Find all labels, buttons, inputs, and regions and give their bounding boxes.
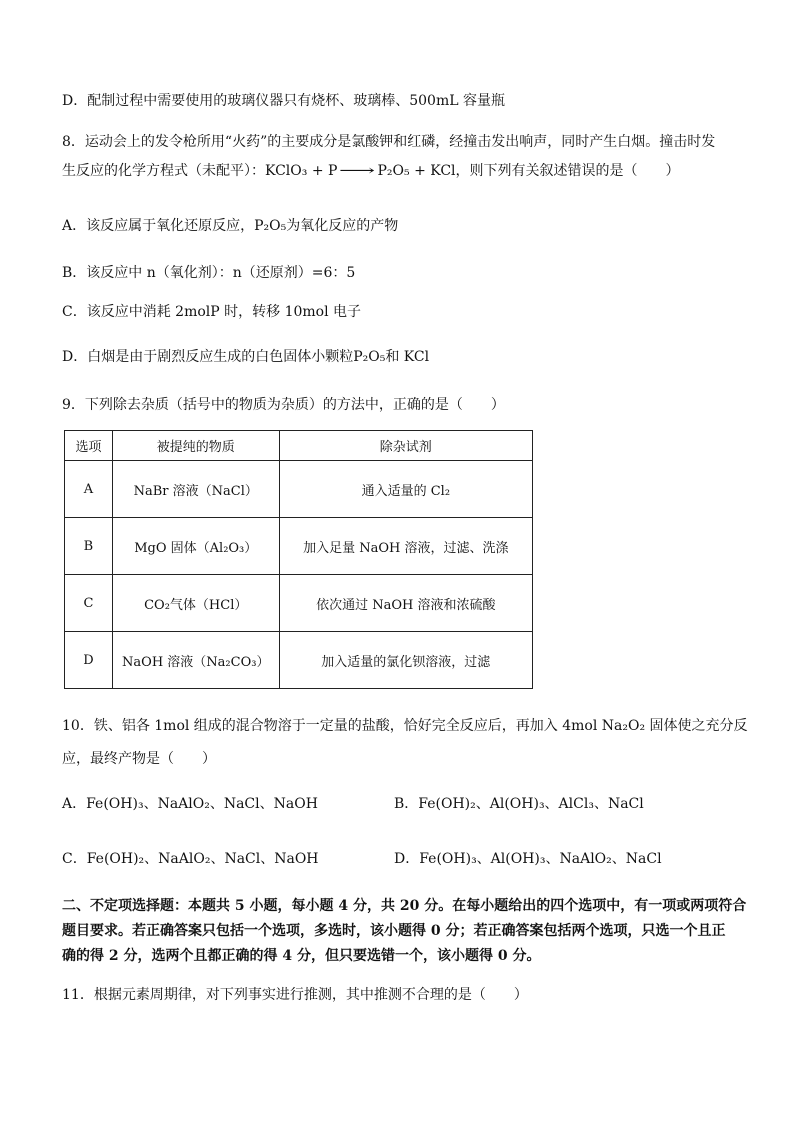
reaction-arrow: ⟶ — [339, 163, 376, 179]
q8-option-c: C．该反应中消耗 2molP 时，转移 10mol 电子 — [62, 304, 362, 320]
row-reagent: 依次通过 NaOH 溶液和浓硫酸 — [279, 575, 532, 632]
q9-stem: 9．下列除去杂质（括号中的物质为杂质）的方法中，正确的是（ ） — [62, 397, 505, 413]
q10-option-c: C．Fe(OH)₂、NaAlO₂、NaCl、NaOH — [62, 851, 319, 867]
section2-instructions-line3: 确的得 2 分，选两个且都正确的得 4 分，但只要选错一个，该小题得 0 分。 — [62, 948, 541, 964]
row-substance: MgO 固体（Al₂O₃） — [112, 518, 279, 575]
row-substance: CO₂气体（HCl） — [112, 575, 279, 632]
q8-option-d-formula: P₂O₅ — [353, 349, 386, 365]
q8-option-a-text: A．该反应属于氧化还原反应， — [62, 218, 255, 234]
table-header-row — [65, 431, 533, 461]
q8-stem-line2 — [62, 162, 680, 180]
q10-option-b: B．Fe(OH)₂、Al(OH)₃、AlCl₃、NaCl — [394, 796, 644, 812]
section2-instructions-line2: 题目要求。若正确答案只包括一个选项，多选时，该小题得 0 分；若正确答案包括两个选项，只选一个且正 — [62, 923, 726, 939]
header-substance: 被提纯的物质 — [112, 431, 279, 461]
q7-option-d: D．配制过程中需要使用的玻璃仪器只有烧杯、玻璃棒、500mL 容量瓶 — [62, 93, 505, 109]
q8-stem-line1: 8．运动会上的发令枪所用“火药”的主要成分是氯酸钾和红磷，经撞击发出响声，同时产生白烟。撞击时发 — [62, 134, 716, 150]
row-option: B — [65, 518, 113, 575]
q8-option-d-text: D．白烟是由于剧烈反应生成的白色固体小颗粒 — [62, 349, 354, 365]
row-substance: NaBr 溶液（NaCl） — [112, 461, 279, 518]
q8-stem-prefix: 生反应的化学方程式（未配平）： — [62, 163, 265, 179]
row-option: A — [65, 461, 113, 518]
section2-instructions-line1: 二、不定项选择题：本题共 5 小题，每小题 4 分，共 20 分。在每小题给出的四个选项中，有一项或两项符合 — [62, 898, 747, 914]
q10-stem-line2: 应，最终产物是（ ） — [62, 751, 216, 767]
q8-option-a-formula: P₂O₅ — [254, 218, 287, 234]
q8-equation-rhs: P₂O₅ + KCl — [377, 163, 456, 179]
q9-table — [64, 430, 533, 689]
header-option: 选项 — [65, 431, 113, 461]
table-row — [65, 461, 533, 518]
row-option: D — [65, 632, 113, 689]
q10-stem-line1: 10．铁、铝各 1mol 组成的混合物溶于一定量的盐酸，恰好完全反应后，再加入 4mol Na₂O₂ 固体使之充分反 — [62, 718, 748, 734]
q10-option-a: A．Fe(OH)₃、NaAlO₂、NaCl、NaOH — [62, 796, 318, 812]
row-reagent: 通入适量的 Cl₂ — [279, 461, 532, 518]
q8-option-d-suffix: 和 KCl — [385, 349, 430, 365]
table-row — [65, 632, 533, 689]
row-reagent: 加入足量 NaOH 溶液，过滤、洗涤 — [279, 518, 532, 575]
q8-option-d — [62, 348, 429, 366]
row-substance: NaOH 溶液（Na₂CO₃） — [112, 632, 279, 689]
q8-option-a — [62, 217, 398, 235]
q8-stem-suffix: ，则下列有关叙述错误的是（ ） — [455, 163, 680, 179]
q8-equation-lhs: KClO₃ + P — [265, 163, 338, 179]
row-option: C — [65, 575, 113, 632]
row-reagent: 加入适量的氯化钡溶液，过滤 — [279, 632, 532, 689]
q10-option-d: D．Fe(OH)₃、Al(OH)₃、NaAlO₂、NaCl — [394, 851, 662, 867]
table-row — [65, 518, 533, 575]
q11-stem: 11．根据元素周期律，对下列事实进行推测，其中推测不合理的是（ ） — [62, 987, 528, 1003]
q8-option-a-suffix: 为氧化反应的产物 — [286, 218, 399, 234]
header-reagent: 除杂试剂 — [279, 431, 532, 461]
table-row — [65, 575, 533, 632]
q8-option-b: B．该反应中 n（氧化剂）：n（还原剂）=6：5 — [62, 265, 356, 281]
